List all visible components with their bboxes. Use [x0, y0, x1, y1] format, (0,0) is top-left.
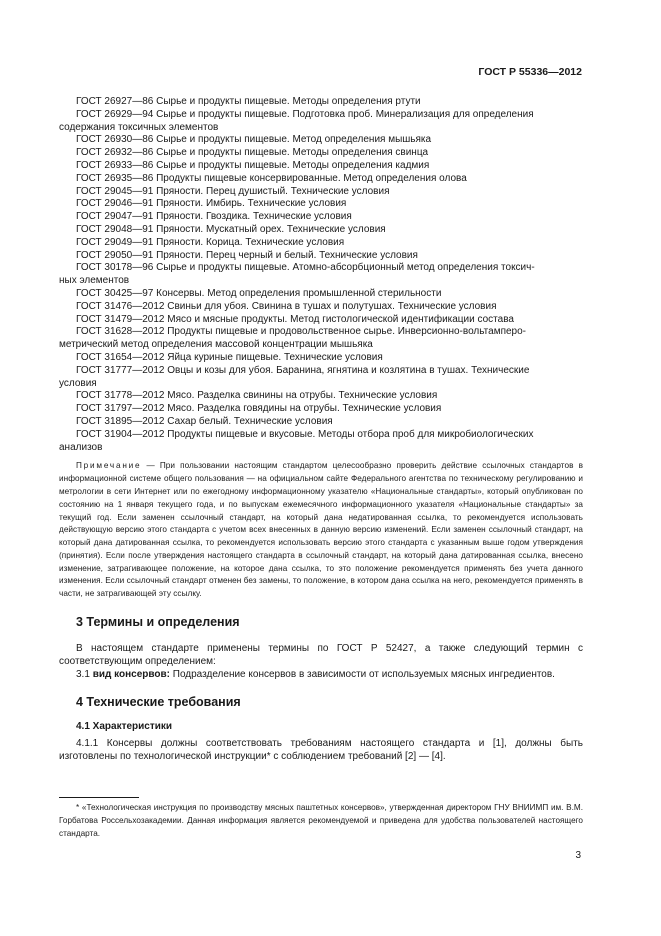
footnote: * «Технологическая инструкция по производству мясных паштетных консервов», утвержденная директором ГНУ ВНИИМП им. В.М. Горбатова Россельхозакадемии. Данная информация является рекомендуемой и приведена для удобства пользователей настоящего стандарта. [59, 803, 583, 838]
term-definition-text: Подразделение консервов в зависимости от используемых мясных ингредиентов. [172, 668, 555, 680]
reference-item [59, 134, 583, 147]
reference-item [59, 250, 583, 263]
reference-item [59, 237, 583, 250]
reference-item [59, 211, 583, 224]
reference-text: ГОСТ 29049—91 Пряности. Корица. Технические условия [76, 236, 345, 248]
reference-continuation: метрический метод определения массовой концентрации мышьяка [59, 339, 373, 351]
reference-continuation: содержания токсичных элементов [59, 121, 219, 133]
reference-item [59, 403, 583, 416]
reference-item [59, 301, 583, 314]
note-text: — При пользовании настоящим стандартом целесообразно проверить действие ссылочных стандартов в информационной системе общего пользования — на официальном сайте Федерального агентства по техническому регулированию и метрологии в сети Интернет или по ежегодному информационному указателю «Национальные стандарты», который опубликован по состоянию на 1 января текущего года, и по выпускам ежемесячного информационного указателя «Национальные стандарты» за текущий год. Если заменен ссылочный стандарт, на который дана недатированная ссылка, то рекомендуется использовать действующую версию этого стандарта с учетом всех внесенных в данную версию изменений. Если заменен ссылочный стандарт, на который дана датированная ссылка, то рекомендуется использовать версию этого стандарта с указанным выше годом утверждения (принятия). Если после утверждения настоящего стандарта в ссылочный стандарт, на который дана датированная ссылка, внесено изменение, затрагивающее положение, на которое дана ссылка, то это положение рекомендуется применять без учета данного изменения. Если ссылочный стандарт отменен без замены, то положение, в котором дана ссылка на него, рекомендуется применять в части, не затрагивающей эту ссылку. [59, 461, 584, 599]
reference-text: ГОСТ 29045—91 Пряности. Перец душистый. Технические условия [76, 185, 390, 197]
document-header: ГОСТ Р 55336—2012 [478, 66, 582, 78]
reference-item [59, 429, 583, 455]
term-definition [59, 669, 583, 682]
reference-text: ГОСТ 31628—2012 Продукты пищевые и продовольственное сырье. Инверсионно-вольтамперо- [76, 326, 527, 338]
reference-text: ГОСТ 29050—91 Пряности. Перец черный и белый. Технические условия [76, 249, 418, 261]
reference-item [59, 173, 583, 186]
reference-text: ГОСТ 31797—2012 Мясо. Разделка говядины на отрубы. Технические условия [76, 403, 442, 415]
reference-continuation: условия [59, 377, 97, 389]
reference-text: ГОСТ 29046—91 Пряности. Имбирь. Технические условия [76, 198, 347, 210]
note-paragraph [59, 460, 583, 601]
reference-item [59, 314, 583, 327]
reference-item [59, 96, 583, 109]
reference-text: ГОСТ 31895—2012 Сахар белый. Технические условия [76, 415, 333, 427]
reference-continuation: анализов [59, 441, 103, 453]
section-4-title: 4 Технические требования [76, 695, 241, 710]
term-name: вид консервов: [92, 668, 170, 680]
reference-text: ГОСТ 26933—86 Сырье и продукты пищевые. Методы определения кадмия [76, 159, 430, 171]
page-body [59, 96, 583, 764]
reference-text: ГОСТ 31479—2012 Мясо и мясные продукты. Метод гистологической идентификации состава [76, 313, 514, 325]
note-label: Примечание [76, 461, 142, 471]
section-3-title: 3 Термины и определения [76, 615, 240, 630]
reference-text: ГОСТ 31476—2012 Свиньи для убоя. Свинина в тушах и полутушах. Технические условия [76, 300, 497, 312]
reference-item [59, 352, 583, 365]
reference-text: ГОСТ 29048—91 Пряности. Мускатный орех. Технические условия [76, 223, 386, 235]
reference-text: ГОСТ 26930—86 Сырье и продукты пищевые. Метод определения мышьяка [76, 134, 432, 146]
section-4-paragraph: 4.1.1 Консервы должны соответствовать требованиям настоящего стандарта и [1], должны быть изготовлены по технологической инструкции* с соблюдением требований [2] — [4]. [59, 738, 583, 763]
reference-item [59, 262, 583, 288]
reference-text: ГОСТ 26932—86 Сырье и продукты пищевые. Методы определения свинца [76, 147, 429, 159]
reference-item [59, 365, 583, 391]
reference-text: ГОСТ 31777—2012 Овцы и козы для убоя. Баранина, ягнятина и козлятина в тушах. Технические [76, 364, 530, 376]
reference-item [59, 288, 583, 301]
section-4 [59, 695, 583, 764]
reference-text: ГОСТ 26929—94 Сырье и продукты пищевые. Подготовка проб. Минерализация для определения [76, 108, 534, 120]
reference-item [59, 390, 583, 403]
reference-continuation: ных элементов [59, 275, 130, 287]
reference-text: ГОСТ 26935—86 Продукты пищевые консервированные. Метод определения олова [76, 172, 467, 184]
reference-text: ГОСТ 31654—2012 Яйца куриные пищевые. Технические условия [76, 351, 383, 363]
subsection-title: 4.1 Характеристики [76, 721, 173, 733]
term-number: 3.1 [76, 668, 90, 680]
section-3 [59, 615, 583, 681]
reference-item [59, 198, 583, 211]
reference-item [59, 416, 583, 429]
reference-text: ГОСТ 31778—2012 Мясо. Разделка свинины на отрубы. Технические условия [76, 390, 438, 402]
reference-item [59, 224, 583, 237]
reference-item [59, 147, 583, 160]
reference-text: ГОСТ 26927—86 Сырье и продукты пищевые. Методы определения ртути [76, 96, 421, 107]
reference-item [59, 186, 583, 199]
section-3-intro: В настоящем стандарте применены термины по ГОСТ Р 52427, а также следующий термин с соответствующим определением: [59, 643, 583, 667]
reference-item [59, 160, 583, 173]
reference-item [59, 109, 583, 135]
reference-item [59, 326, 583, 352]
reference-text: ГОСТ 31904—2012 Продукты пищевые и вкусовые. Методы отбора проб для микробиологических [76, 428, 534, 440]
page-number: 3 [575, 850, 581, 861]
reference-text: ГОСТ 30178—96 Сырье и продукты пищевые. Атомно-абсорбционный метод определения токсич- [76, 262, 535, 274]
reference-text: ГОСТ 29047—91 Пряности. Гвоздика. Технические условия [76, 211, 352, 223]
reference-text: ГОСТ 30425—97 Консервы. Метод определения промышленной стерильности [76, 287, 442, 299]
footnote-rule [59, 797, 139, 798]
normative-references-list [59, 96, 583, 454]
